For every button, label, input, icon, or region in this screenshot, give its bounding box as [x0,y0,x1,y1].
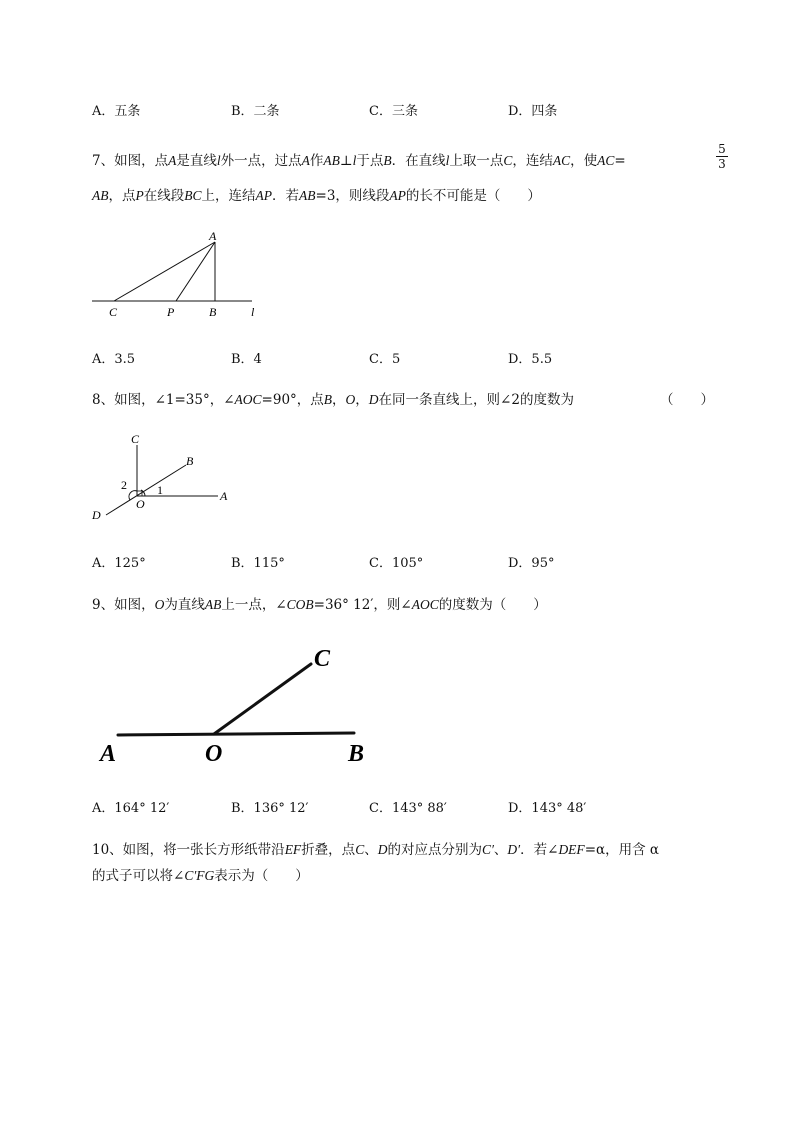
q10-text: 的对应点分别为 [387,842,482,858]
q8-option-d: D．95° [508,556,555,571]
q10-text: =α，用含 α [584,842,660,858]
q8-label-1: 1 [157,483,163,497]
q7-label-p: P [167,305,175,319]
q10-var: C [355,842,365,857]
q8-label-a: A [220,489,228,503]
q8-option-c: C．105° [369,556,424,571]
q8-label-c: C [131,432,140,446]
q10-text: 、 [364,842,378,858]
q9-stem [92,593,547,613]
q9-label-o: O [205,741,223,767]
q9-option-d: D．143° 48′ [508,801,587,816]
q7-var: AB [299,188,316,203]
q7-var: B [383,153,392,168]
q7-figure [0,0,794,330]
q8-figure [0,420,794,530]
q7-text: ．若 [272,188,300,204]
q8-text: 8、如图，∠1=35°，∠ [92,392,235,408]
q6-option-d: D．四条 [508,104,558,119]
q7-segment-ac [114,242,215,301]
q7-option-d: D．5.5 [508,352,553,367]
q7-option-b: B．4 [231,352,262,367]
q6-option-a: A．五条 [92,104,141,119]
q7-text: ⊥ [339,153,353,169]
q7-text: 外一点，过点 [220,153,302,169]
q7-label-l: l [251,305,255,319]
q10-stem-line1 [92,838,659,858]
q8-text: 在同一条直线上，则∠2的度数为 [378,392,574,408]
q8-var: D [368,392,379,407]
q7-text: 的长不可能是（ ） [405,188,541,204]
q7-var: l [445,153,450,168]
q9-text: 的度数为（ ） [438,597,547,613]
q7-option-a: A．3.5 [92,352,136,367]
q7-var: AP [389,188,406,203]
q10-var: D′ [507,842,521,857]
q10-var: EF [284,842,302,857]
q7-text: 在线段 [143,188,185,204]
q8-text: ， [332,392,346,408]
q9-option-c: C．143° 88′ [369,801,447,816]
q9-var: O [154,597,165,612]
q9-text: 为直线 [164,597,205,613]
q10-stem-line2 [92,864,309,884]
q9-var: COB [286,597,314,612]
q7-text: ，点 [108,188,136,204]
q9-figure [0,630,794,780]
q10-var: DEF [558,842,585,857]
q7-text: ，连结 [512,153,553,169]
q7-var: A [301,153,310,168]
q9-var: AB [204,597,222,612]
q8-label-2: 2 [121,478,127,492]
q7-var: l [352,153,357,168]
q9-line-ab [118,733,354,735]
q10-var: C′ [481,842,494,857]
q7-var: C [503,153,513,168]
q7-text: 7、如图，点 [92,153,169,169]
q7-var: AP [255,188,273,203]
q10-text: ．若∠ [520,842,559,858]
q7-option-c: C．5 [369,352,401,367]
q7-label-c: C [109,305,118,319]
q6-option-b: B．二条 [231,104,280,119]
q10-text: 表示为（ ） [214,868,309,884]
q10-text: 10、如图，将一张长方形纸带沿 [92,842,285,858]
q7-text: 上取一点 [449,153,504,169]
q7-text: 是直线 [176,153,217,169]
q9-text: 9、如图， [92,597,155,613]
q8-answer-paren: （ ） [660,392,714,408]
q7-var: l [216,153,221,168]
q7-text: ，使 [570,153,598,169]
q8-label-d: D [92,508,101,522]
q7-var: P [135,188,144,203]
q10-text: 的式子可以将∠ [92,868,185,884]
q9-text: =36° 12′，则∠ [313,597,412,613]
q7-text: 上，连结 [201,188,256,204]
q7-text: 作 [309,153,324,169]
q10-var: C′FG [184,868,215,883]
q8-stem [92,388,574,408]
q7-text: ．在直线 [391,153,446,169]
q7-text: =3，则线段 [315,188,390,204]
q7-var: BC [184,188,202,203]
q8-option-b: B．115° [231,556,285,571]
q7-fraction-numerator: 5 [718,142,726,156]
q8-var: O [345,392,356,407]
q7-var: A [168,153,177,168]
q9-var: AOC [411,597,439,612]
q9-text: 上一点，∠ [221,597,287,613]
q10-var: D [377,842,388,857]
q7-label-a: A [209,229,217,243]
q9-option-a: A．164° 12′ [92,801,170,816]
q9-option-b: B．136° 12′ [231,801,309,816]
q7-var: AB [92,188,109,203]
q6-option-c: C．三条 [369,104,418,119]
q8-var: B [323,392,333,407]
q9-label-b: B [348,741,365,767]
q9-ray-oc [214,664,311,734]
q7-fraction-denominator: 3 [718,157,726,171]
q10-text: 、 [493,842,508,858]
q7-var: AC [552,153,571,168]
q8-label-b: B [186,454,194,468]
q9-label-c: C [314,646,331,672]
q8-text: =90°，点 [261,392,324,408]
q9-label-a: A [100,741,117,767]
q8-label-o: O [136,497,145,511]
q10-text: 折叠，点 [301,842,356,858]
q7-var: AC [597,153,615,168]
q8-line-bd [106,465,186,515]
q8-var: AOC [234,392,262,407]
q7-var: AB [323,153,340,168]
q8-option-a: A．125° [92,556,146,571]
q7-text: = [614,153,626,169]
q7-label-b: B [209,305,217,319]
q7-text: 于点 [356,153,384,169]
q7-segment-ap [176,242,215,301]
q8-text: ， [355,392,369,408]
